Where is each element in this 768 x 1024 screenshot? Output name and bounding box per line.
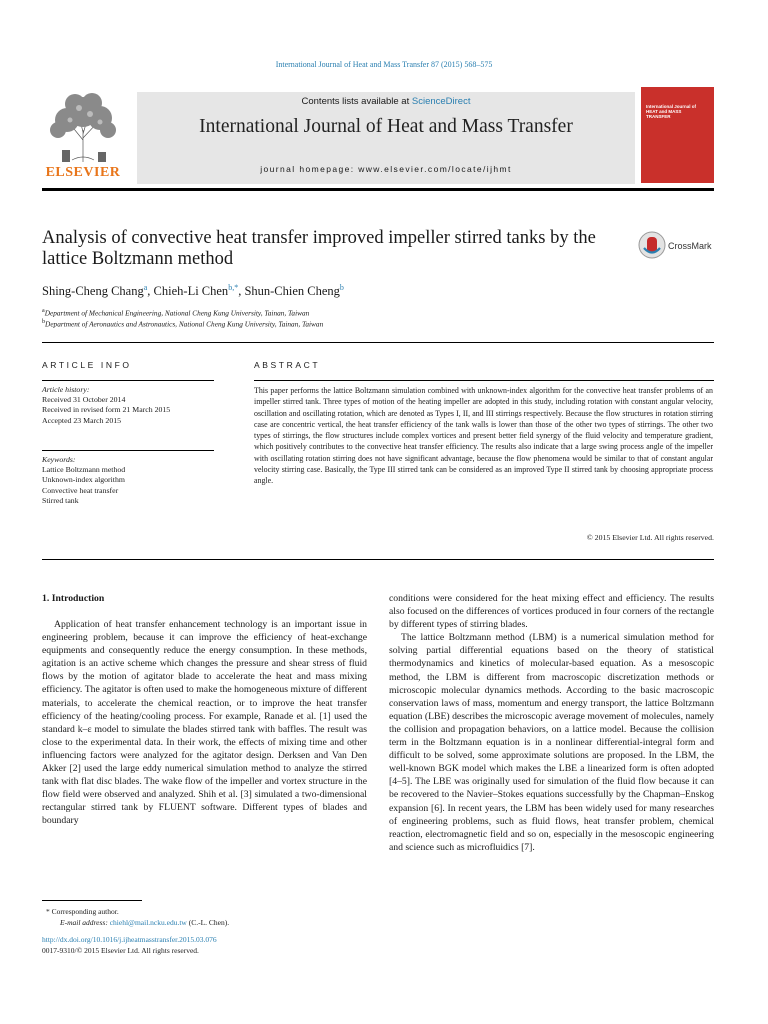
author-affiliation-marker[interactable]: b <box>339 283 344 292</box>
author-name: Shun-Chien Cheng <box>244 284 340 299</box>
history-item: Received in revised form 21 March 2015 <box>42 405 171 415</box>
author-name: Chieh-Li Chen <box>153 284 229 299</box>
keywords-label: Keywords: <box>42 455 76 464</box>
keyword: Lattice Boltzmann method <box>42 465 126 475</box>
article-info-heading: ARTICLE INFO <box>42 360 132 370</box>
article-title: Analysis of convective heat transfer improved impeller stirred tanks by the lattice Boltzmann method <box>42 228 596 269</box>
journal-title: International Journal of Heat and Mass Transfer <box>199 116 573 137</box>
keyword: Unknown-index algorithm <box>42 475 125 485</box>
contents-line <box>137 96 635 107</box>
affiliation <box>42 319 323 328</box>
footnotes <box>42 907 229 956</box>
affiliation <box>42 308 309 317</box>
article-history <box>42 385 214 426</box>
history-item: Received 31 October 2014 <box>42 395 126 405</box>
issn-line: 0017-9310/© 2015 Elsevier Ltd. All rights reserved. <box>42 945 199 955</box>
elsevier-logo <box>42 90 124 182</box>
elsevier-tree-icon <box>42 90 124 164</box>
footnote-rule <box>42 900 142 901</box>
email-line <box>42 918 229 929</box>
journal-citation[interactable]: International Journal of Heat and Mass Transfer 87 (2015) 568–575 <box>275 60 493 69</box>
affiliation-text: Department of Mechanical Engineering, National Cheng Kung University, Tainan, Taiwan <box>44 308 310 318</box>
author-name: Shing-Cheng Chang <box>42 284 144 299</box>
affiliation-marker: b <box>42 319 46 325</box>
divider <box>42 380 214 381</box>
intro-paragraph: The lattice Boltzmann method (LBM) is a numerical simulation method for solving partial differential equations based on the theory of statistical thermodynamics and kinetics of molecular-based equation. As a mesoscopic method, the LBM is different from macroscopic discretization methods or microscopic molecular dynamics methods. According to the basic macroscopic conservation laws of mass, momentum and energy transport, the lattice Boltzmann equation (LBE) describes the microscopic average movement of molecules, namely the collision and propagation behaviors, on a lattice model. Because the collision term in the Boltzmann equation is in a nonlinear differential-integral form and difficult to be solved, some approximate solutions are proposed. In the LBM, the well-known BGK model which makes the LBE a linearized form is often adopted [4–5]. The LBE was originally used for simulation of the fluid flow because it can be recovered to the Navier–Stokes equations successfully by the Chapman–Enskog expansion [6]. In recent years, the LBM has been widely used for many researches of engineering problems, such as fluid flows, heat transfer problem, chemical reaction, electromagnetic field and so on, especially in the mesoscopic engineering and science such as microfluidics [7]. <box>389 632 714 853</box>
affiliation-marker: a <box>42 308 45 314</box>
publisher-name: ELSEVIER <box>45 165 121 180</box>
journal-homepage[interactable]: journal homepage: www.elsevier.com/locate/ijhmt <box>260 164 512 174</box>
intro-paragraph: Application of heat transfer enhancement technology is an important issue in engineering problem, because it can improve the efficiency of heat-exchange equipments and consequently reduce the energy consumption. In these methods, agitation is an active scheme which changes the pressure and shear stress of fluid flows by the motion of agitator blade to accelerate the heat and mass mixing efficiency. The agitator is often used to make the homogeneous mixture of different materials, to accelerate the chemical reaction, or to improve the heat transfer efficiency of the heating/cooling process. For example, Ranade et al. [1] used the standard k–ε model to simulate the blades stirred tank with baffles. The result was close to the experimental data. In their work, the effects of mixing time and other influencing factors were analyzed for the agitator design. Derksen and Van Den Akker [2] used the large eddy numerical simulation method to analyze the stirred tank with flat disc blades. The wake flow of the impeller and vortex structure in the flow field were observed and analyzed. Shih et al. [3] simulated a two-dimensional rectangular stirred tank by FLUENT software. Different types of blades and boundary <box>42 619 367 827</box>
journal-masthead <box>137 92 635 184</box>
corresponding-author: * Corresponding author. <box>46 907 119 916</box>
abstract-text: This paper performs the lattice Boltzmann simulation combined with unknown-index algorithm for the convective heat transfer problems of an impeller stirred tank. Three types of motion of the heating impeller are adopted in this study, including rotation with constant angular velocity, oscillation and oscillating rotation, which are denoted as Types I, II, and III stirrings respectively. Because the flow structures in rotation stirring case are concentric vertical, the heat transfer efficiency of the tank walls is lower than those of the other two types of stirrings. The other two types of stirrings, the flow structures include complex vortices and present better field synergy of the fluid velocity and temperature gradient, which positively contributes to the convective heat transfer efficiency. The results also indicate that a large swing process angle of the impeller with oscillating rotation stirring does not have significant advantage, because the flow phenomena would be similar to that of constant angular velocity stirring case. Basically, the Type III stirred tank can be considered as an improved Type II stirred tank by choosing appropriate process angle. <box>254 386 713 486</box>
affiliation-text: Department of Aeronautics and Astronautics, National Cheng Kung University, Tainan, Taiwan <box>45 319 324 329</box>
keywords <box>42 455 214 506</box>
sciencedirect-link[interactable]: ScienceDirect <box>411 96 471 107</box>
contents-prefix: Contents lists available at <box>301 96 412 107</box>
divider <box>42 559 714 560</box>
email-suffix: (C.-L. Chen). <box>186 917 230 927</box>
journal-cover-thumbnail <box>641 87 714 183</box>
author-affiliation-marker[interactable]: b,* <box>228 283 239 292</box>
crossmark-icon <box>638 231 666 259</box>
abstract-copyright: © 2015 Elsevier Ltd. All rights reserved. <box>586 533 714 542</box>
email-label: E-mail address: <box>60 917 110 927</box>
cover-text: International Journal of HEAT and MASS TRANSFER <box>646 104 697 119</box>
history-item: Accepted 23 March 2015 <box>42 415 122 425</box>
divider <box>42 450 214 451</box>
keyword: Stirred tank <box>42 495 79 505</box>
intro-paragraph: conditions were considered for the heat mixing effect and efficiency. The results also focused on the differences of vortices produced in four corners of the rectangle by different types of stirring blades. <box>389 593 714 631</box>
divider <box>42 342 714 343</box>
intro-heading: 1. Introduction <box>42 593 105 604</box>
author-list: Shing-Cheng Chang$^a$, Chieh-Li Chen$^{b,*}$, Shun-Chien Cheng$^b$ <box>42 283 344 299</box>
author-affiliation-marker[interactable]: a <box>143 283 148 292</box>
doi-link[interactable]: http://dx.doi.org/10.1016/j.ijheatmasstransfer.2015.03.076 <box>42 935 217 944</box>
intro-right-column <box>389 592 714 854</box>
email-link[interactable]: chiehl@mail.ncku.edu.tw <box>109 917 187 927</box>
crossmark-label[interactable]: CrossMark <box>668 241 712 251</box>
keyword: Convective heat transfer <box>42 485 119 495</box>
header-rule <box>42 188 714 191</box>
crossmark-badge[interactable] <box>638 231 666 264</box>
history-label: Article history: <box>42 385 90 394</box>
abstract-heading: ABSTRACT <box>254 360 321 370</box>
divider <box>254 380 714 381</box>
